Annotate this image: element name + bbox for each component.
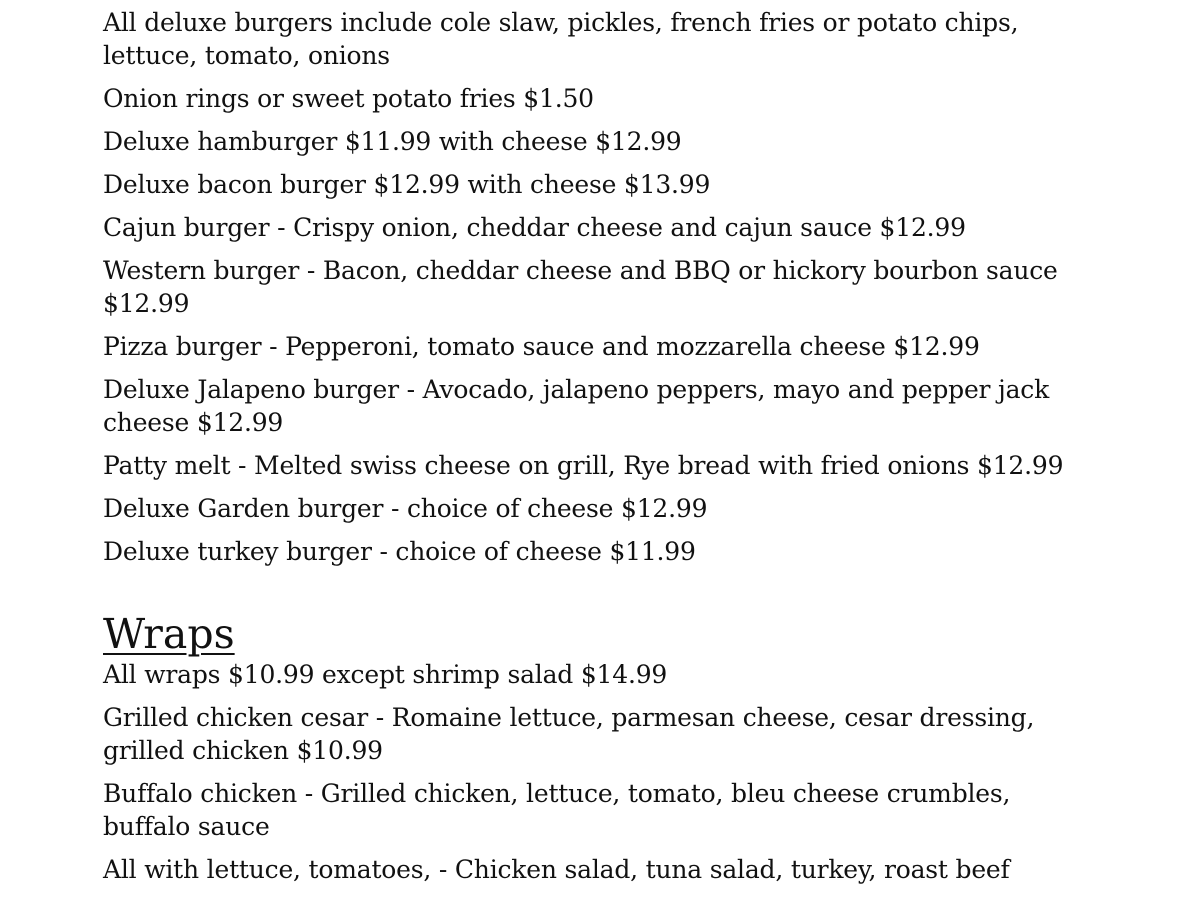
menu-item: Pizza burger - Pepperoni, tomato sauce and mozzarella cheese $12.99 (103, 332, 980, 361)
menu-item: Patty melt - Melted swiss cheese on grill, Rye bread with fried onions $12.99 (103, 451, 1064, 480)
menu-item: All with lettuce, tomatoes, - Chicken salad, tuna salad, turkey, roast beef (103, 855, 1010, 884)
burgers-section (103, 0, 1103, 568)
section-spacer (103, 578, 1103, 610)
menu-item: Grilled chicken cesar - Romaine lettuce, parmesan cheese, cesar dressing, grilled chicken $10.99 (103, 703, 1035, 765)
menu-item: Western burger - Bacon, cheddar cheese and BBQ or hickory bourbon sauce $12.99 (103, 256, 1058, 318)
wraps-section (103, 610, 1103, 886)
menu-item: Buffalo chicken - Grilled chicken, lettuce, tomato, bleu cheese crumbles, buffalo sauce (103, 779, 1011, 841)
menu-item: All deluxe burgers include cole slaw, pickles, french fries or potato chips, lettuce, tomato, onions (103, 8, 1019, 70)
menu-item: Deluxe turkey burger - choice of cheese $11.99 (103, 537, 696, 566)
menu-item: All wraps $10.99 except shrimp salad $14.99 (103, 660, 668, 689)
menu-item: Deluxe hamburger $11.99 with cheese $12.99 (103, 127, 682, 156)
menu-content (103, 0, 1103, 896)
wraps-item-list (103, 658, 1103, 886)
burgers-item-list (103, 6, 1103, 568)
menu-item: Cajun burger - Crispy onion, cheddar cheese and cajun sauce $12.99 (103, 213, 966, 242)
menu-item: Deluxe bacon burger $12.99 with cheese $13.99 (103, 170, 711, 199)
menu-item: Deluxe Jalapeno burger - Avocado, jalapeno peppers, mayo and pepper jack cheese $12.99 (103, 375, 1050, 437)
wraps-section-title: Wraps (103, 610, 235, 658)
menu-item: Deluxe Garden burger - choice of cheese $12.99 (103, 494, 708, 523)
menu-item: Onion rings or sweet potato fries $1.50 (103, 84, 594, 113)
